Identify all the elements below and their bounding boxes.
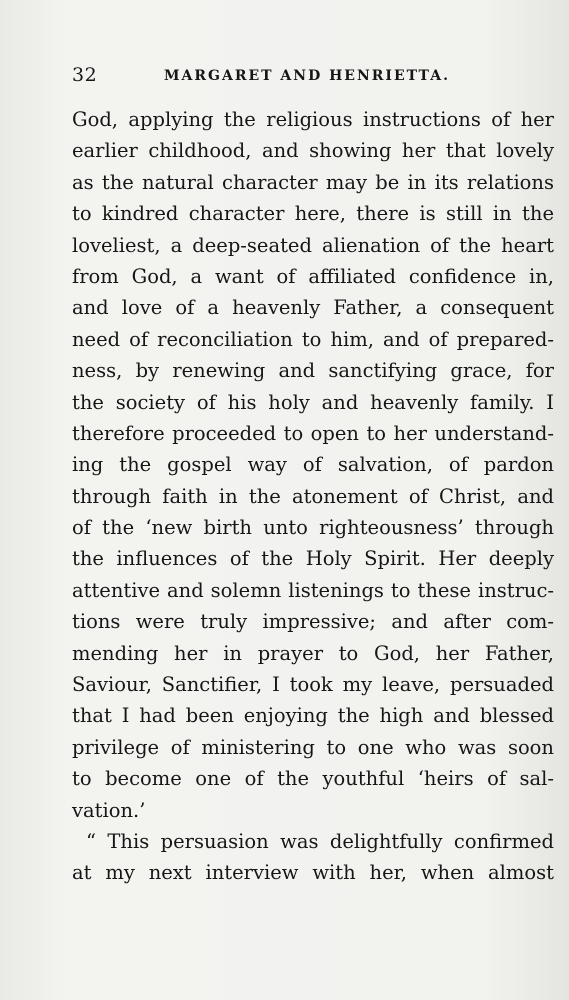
- text-line: mending her in prayer to God, her Father,: [72, 641, 554, 665]
- text-line: vation.’: [72, 798, 146, 822]
- text-line: God, applying the religious instructions of her: [72, 108, 554, 131]
- text-line: attentive and solemn listenings to these instruc-: [72, 578, 554, 602]
- running-title: MARGARET AND HENRIETTA.: [164, 68, 450, 84]
- text-line: therefore proceeded to open to her understand-: [72, 421, 554, 445]
- text-line: the society of his holy and heavenly family. I: [72, 390, 554, 414]
- text-line: to become one of the youthful ‘heirs of sal-: [72, 767, 554, 791]
- text-line: tions were truly impressive; and after com-: [72, 610, 554, 634]
- text-line: the influences of the Holy Spirit. Her deeply: [72, 547, 554, 571]
- body-text: [72, 104, 554, 889]
- text-line: as the natural character may be in its relations: [72, 170, 554, 194]
- text-line: through faith in the atonement of Christ, and: [72, 484, 554, 508]
- text-line: at my next interview with her, when almost: [72, 861, 554, 885]
- text-line: need of reconciliation to him, and of prepared-: [72, 327, 554, 351]
- text-line: that I had been enjoying the high and blessed: [72, 704, 554, 728]
- text-line: earlier childhood, and showing her that lovely: [72, 139, 554, 163]
- page-header: [72, 60, 554, 90]
- text-line: ing the gospel way of salvation, of pardon: [72, 453, 554, 477]
- text-line: ness, by renewing and sanctifying grace, for: [72, 359, 554, 383]
- text-line: Saviour, Sanctifier, I took my leave, persuaded: [72, 673, 554, 697]
- text-line: to kindred character here, there is still in the: [72, 202, 554, 226]
- text-line: loveliest, a deep-seated alienation of the heart: [72, 233, 554, 257]
- text-line: from God, a want of affiliated confidence in,: [72, 264, 554, 288]
- text-line: “ This persuasion was delightfully confirmed: [86, 829, 554, 853]
- text-line: and love of a heavenly Father, a consequent: [72, 296, 554, 320]
- text-line: of the ‘new birth unto righteousness’ through: [72, 516, 554, 540]
- page-number: 32: [72, 64, 98, 86]
- text-line: privilege of ministering to one who was soon: [72, 735, 554, 759]
